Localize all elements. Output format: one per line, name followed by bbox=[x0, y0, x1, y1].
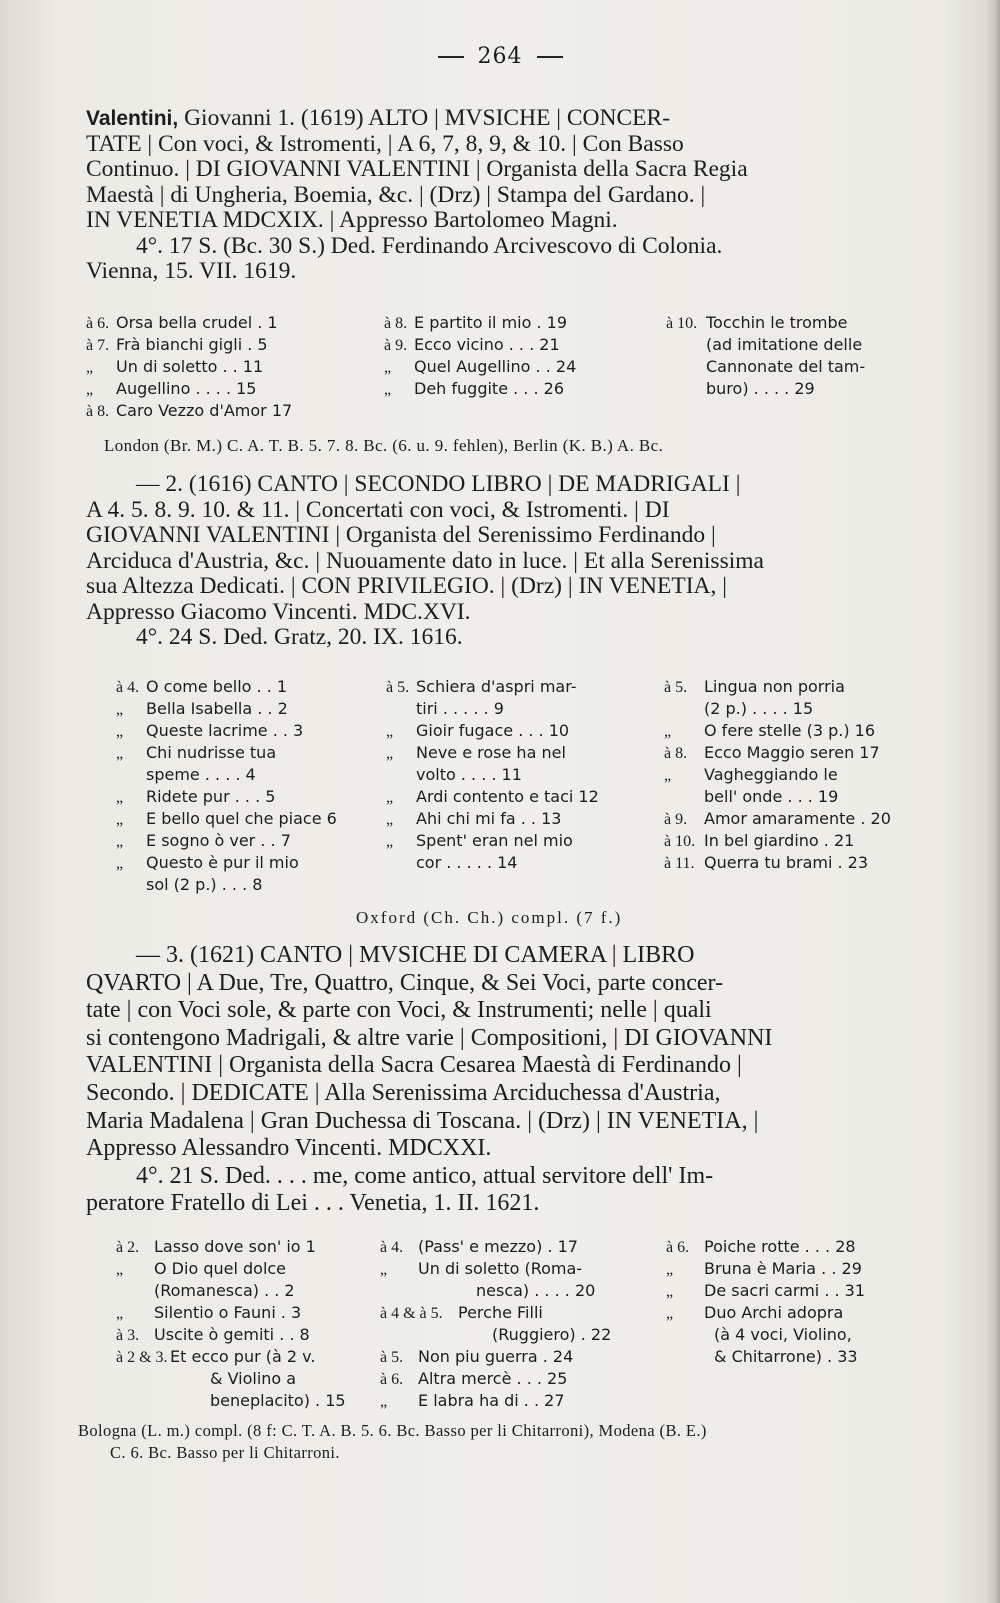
contents-item bbox=[86, 400, 292, 422]
voices-label: à 3. bbox=[116, 1327, 140, 1344]
contents-item bbox=[386, 786, 599, 808]
location-line: Bologna (L. m.) compl. (8 f: C. T. A. B. 5. 6. Bc. Basso per li Chitarroni), Modena (B. E.) bbox=[78, 1421, 707, 1440]
piece-title: Silentio o Fauni . 3 bbox=[154, 1303, 302, 1322]
contents-column bbox=[116, 676, 337, 896]
contents-item bbox=[664, 852, 891, 874]
entry-2-text bbox=[86, 472, 942, 651]
contents-item bbox=[116, 1390, 346, 1412]
voices-label: „ bbox=[386, 723, 394, 740]
piece-title: O fere stelle (3 p.) 16 bbox=[704, 721, 876, 740]
piece-title: Amor amaramente . 20 bbox=[704, 809, 891, 828]
contents-item bbox=[380, 1302, 611, 1324]
contents-item bbox=[380, 1236, 611, 1258]
entry-1-line-text: Giovanni 1. (1619) ALTO | MVSICHE | CONCER- bbox=[184, 105, 671, 131]
contents-item bbox=[380, 1280, 611, 1302]
piece-title: & Chitarrone) . 33 bbox=[714, 1347, 858, 1366]
piece-title: Cannonate del tam- bbox=[706, 357, 866, 376]
page-number: 264 bbox=[477, 44, 523, 69]
voices-label: „ bbox=[380, 1261, 388, 1278]
voices-label: à 6. bbox=[666, 1239, 690, 1256]
contents-item bbox=[116, 1280, 346, 1302]
piece-title: De sacri carmi . . 31 bbox=[704, 1281, 866, 1300]
contents-item bbox=[380, 1368, 611, 1390]
voices-label: à 11. bbox=[664, 855, 695, 872]
piece-title: Duo Archi adopra bbox=[704, 1303, 844, 1322]
contents-item bbox=[664, 720, 891, 742]
page-header bbox=[0, 44, 1000, 69]
contents-item bbox=[116, 720, 337, 742]
contents-item bbox=[386, 676, 599, 698]
contents-item bbox=[386, 830, 599, 852]
entry-2-location: Oxford (Ch. Ch.) compl. (7 f.) bbox=[356, 908, 623, 927]
contents-item bbox=[664, 742, 891, 764]
contents-item bbox=[386, 764, 599, 786]
location-line: C. 6. Bc. Basso per li Chitarroni. bbox=[110, 1443, 340, 1462]
voices-label: à 4. bbox=[380, 1239, 404, 1256]
entry-2-contents bbox=[86, 676, 942, 900]
voices-label: „ bbox=[384, 359, 392, 376]
piece-title: In bel giardino . 21 bbox=[704, 831, 855, 850]
piece-title: Quel Augellino . . 24 bbox=[414, 357, 577, 376]
entry-3-contents bbox=[86, 1236, 942, 1416]
piece-title: sol (2 p.) . . . 8 bbox=[146, 875, 263, 894]
voices-label: à 5. bbox=[664, 679, 688, 696]
contents-item bbox=[116, 830, 337, 852]
piece-title: Ecco Maggio seren 17 bbox=[704, 743, 880, 762]
contents-column bbox=[666, 1236, 865, 1368]
contents-item bbox=[664, 808, 891, 830]
piece-title: Uscite ò gemiti . . 8 bbox=[154, 1325, 310, 1344]
piece-title: O Dio quel dolce bbox=[154, 1259, 287, 1278]
contents-column bbox=[384, 312, 576, 400]
voices-label: „ bbox=[386, 789, 394, 806]
piece-title: (ad imitatione delle bbox=[706, 335, 863, 354]
contents-item bbox=[116, 1302, 346, 1324]
contents-item bbox=[116, 1324, 346, 1346]
voices-label: „ bbox=[666, 1305, 674, 1322]
voices-label: „ bbox=[666, 1283, 674, 1300]
piece-title: volto . . . . 11 bbox=[416, 765, 522, 784]
entry-1-line: Vienna, 15. VII. 1619. bbox=[86, 258, 297, 284]
piece-title: Augellino . . . . 15 bbox=[116, 379, 257, 398]
voices-label: „ bbox=[380, 1393, 388, 1410]
entry-3-line: peratore Fratello di Lei . . . Venetia, 1. II. 1621. bbox=[86, 1190, 540, 1217]
voices-label: „ bbox=[116, 833, 124, 850]
contents-item bbox=[664, 698, 891, 720]
entry-3-line: VALENTINI | Organista della Sacra Cesarea Maestà di Ferdinando | bbox=[86, 1052, 742, 1079]
contents-column bbox=[380, 1236, 611, 1412]
piece-title: Bruna è Maria . . 29 bbox=[704, 1259, 862, 1278]
voices-label: à 4. bbox=[116, 679, 140, 696]
header-dash-right bbox=[537, 56, 563, 58]
voices-label: à 4 & à 5. bbox=[380, 1305, 443, 1322]
contents-item bbox=[380, 1390, 611, 1412]
piece-title: Questo è pur il mio bbox=[146, 853, 299, 872]
entry-2-line: Arciduca d'Austria, &c. | Nuouamente dato in luce. | Et alla Serenissima bbox=[86, 547, 764, 574]
contents-item bbox=[666, 356, 865, 378]
contents-item bbox=[666, 1302, 865, 1324]
voices-label: „ bbox=[666, 1261, 674, 1278]
entry-2-line: — 2. (1616) CANTO | SECONDO LIBRO | DE MADRIGALI | bbox=[136, 471, 741, 497]
page-edge-shadow bbox=[986, 0, 1000, 1603]
contents-item bbox=[86, 378, 292, 400]
composer-name: Valentini, bbox=[86, 107, 179, 130]
entry-3-location bbox=[78, 1420, 958, 1464]
piece-title: (Pass' e mezzo) . 17 bbox=[418, 1237, 578, 1256]
piece-title: Ardi contento e taci 12 bbox=[416, 787, 599, 806]
contents-item bbox=[666, 334, 865, 356]
contents-item bbox=[664, 786, 891, 808]
voices-label: „ bbox=[116, 1305, 124, 1322]
contents-item bbox=[666, 378, 865, 400]
piece-title: Lingua non porria bbox=[704, 677, 845, 696]
piece-title: Et ecco pur (à 2 v. bbox=[170, 1347, 316, 1366]
piece-title: E sogno ò ver . . 7 bbox=[146, 831, 291, 850]
contents-column bbox=[664, 676, 891, 874]
piece-title: E partito il mio . 19 bbox=[414, 313, 568, 332]
entry-2-line: Appresso Giacomo Vincenti. MDC.XVI. bbox=[86, 598, 471, 625]
piece-title: Spent' eran nel mio bbox=[416, 831, 573, 850]
piece-title: Querra tu brami . 23 bbox=[704, 853, 869, 872]
contents-item bbox=[380, 1346, 611, 1368]
contents-column bbox=[86, 312, 292, 422]
entry-3-line: si contengono Madrigali, & altre varie | Compositioni, | DI GIOVANNI bbox=[86, 1024, 773, 1051]
piece-title: (Ruggiero) . 22 bbox=[492, 1325, 612, 1344]
piece-title: Lasso dove son' io 1 bbox=[154, 1237, 316, 1256]
contents-item bbox=[384, 334, 576, 356]
contents-item bbox=[116, 1258, 346, 1280]
piece-title: Ahi chi mi fa . . 13 bbox=[416, 809, 562, 828]
header-dash-left bbox=[438, 56, 464, 58]
contents-item bbox=[666, 1236, 865, 1258]
contents-item bbox=[86, 312, 292, 334]
voices-label: „ bbox=[664, 723, 672, 740]
contents-item bbox=[386, 808, 599, 830]
contents-item bbox=[664, 676, 891, 698]
piece-title: Frà bianchi gigli . 5 bbox=[116, 335, 268, 354]
piece-title: bell' onde . . . 19 bbox=[704, 787, 839, 806]
voices-label: à 5. bbox=[380, 1349, 404, 1366]
contents-item bbox=[86, 334, 292, 356]
piece-title: Perche Filli bbox=[458, 1303, 543, 1322]
contents-item bbox=[116, 786, 337, 808]
entry-3-line: tate | con Voci sole, & parte con Voci, & Instrumenti; nelle | quali bbox=[86, 997, 712, 1024]
piece-title: Non piu guerra . 24 bbox=[418, 1347, 574, 1366]
entry-1-line: IN VENETIA MDCXIX. | Appresso Bartolomeo Magni. bbox=[86, 207, 618, 233]
entry-3-line: QVARTO | A Due, Tre, Quattro, Cinque, & Sei Voci, parte concer- bbox=[86, 969, 724, 996]
entry-1-contents bbox=[86, 312, 942, 422]
voices-label: „ bbox=[384, 381, 392, 398]
entry-3-line: Maria Madalena | Gran Duchessa di Toscana. | (Drz) | IN VENETIA, | bbox=[86, 1107, 759, 1134]
voices-label: à 2 & 3. bbox=[116, 1349, 168, 1366]
contents-item bbox=[380, 1258, 611, 1280]
piece-title: O come bello . . 1 bbox=[146, 677, 288, 696]
piece-title: tiri . . . . . 9 bbox=[416, 699, 504, 718]
piece-title: Vagheggiando le bbox=[704, 765, 838, 784]
piece-title: Bella Isabella . . 2 bbox=[146, 699, 288, 718]
piece-title: Neve e rose ha nel bbox=[416, 743, 566, 762]
entry-3-line: Secondo. | DEDICATE | Alla Serenissima Arciduchessa d'Austria, bbox=[86, 1079, 721, 1106]
piece-title: Schiera d'aspri mar- bbox=[416, 677, 577, 696]
piece-title: Ecco vicino . . . 21 bbox=[414, 335, 560, 354]
contents-item bbox=[386, 720, 599, 742]
contents-column bbox=[386, 676, 599, 874]
contents-item bbox=[116, 1368, 346, 1390]
contents-item bbox=[380, 1324, 611, 1346]
entry-2-line: GIOVANNI VALENTINI | Organista del Serenissimo Ferdinando | bbox=[86, 522, 716, 548]
voices-label: „ bbox=[664, 767, 672, 784]
piece-title: & Violino a bbox=[210, 1369, 297, 1388]
piece-title: Caro Vezzo d'Amor 17 bbox=[116, 401, 293, 420]
voices-label: à 2. bbox=[116, 1239, 140, 1256]
entry-1-line: Maestà | di Ungheria, Boemia, &c. | (Drz) | Stampa del Gardano. | bbox=[86, 181, 706, 208]
contents-item bbox=[386, 742, 599, 764]
contents-item bbox=[116, 1236, 346, 1258]
contents-column bbox=[116, 1236, 346, 1412]
voices-label: à 9. bbox=[664, 811, 688, 828]
entry-1-line: TATE | Con voci, & Istromenti, | A 6, 7, 8, 9, & 10. | Con Basso bbox=[86, 130, 684, 157]
piece-title: Altra mercè . . . 25 bbox=[418, 1369, 568, 1388]
voices-label: „ bbox=[116, 789, 124, 806]
contents-item bbox=[386, 698, 599, 720]
voices-label: à 8. bbox=[86, 403, 110, 420]
voices-label: „ bbox=[86, 359, 94, 376]
entry-1-line: 4°. 17 S. (Bc. 30 S.) Ded. Ferdinando Arcivescovo di Colonia. bbox=[136, 232, 723, 259]
piece-title: Un di soletto . . 11 bbox=[116, 357, 264, 376]
contents-item bbox=[116, 852, 337, 874]
piece-title: Queste lacrime . . 3 bbox=[146, 721, 304, 740]
contents-item bbox=[116, 808, 337, 830]
voices-label: à 5. bbox=[386, 679, 410, 696]
contents-item bbox=[86, 356, 292, 378]
piece-title: speme . . . . 4 bbox=[146, 765, 256, 784]
piece-title: (2 p.) . . . . 15 bbox=[704, 699, 814, 718]
entry-2-line: A 4. 5. 8. 9. 10. & 11. | Concertati con voci, & Istromenti. | DI bbox=[86, 496, 670, 523]
piece-title: Tocchin le trombe bbox=[706, 313, 848, 332]
piece-title: nesca) . . . . 20 bbox=[476, 1281, 596, 1300]
contents-column bbox=[666, 312, 865, 400]
voices-label: „ bbox=[86, 381, 94, 398]
piece-title: Poiche rotte . . . 28 bbox=[704, 1237, 856, 1256]
piece-title: Deh fuggite . . . 26 bbox=[414, 379, 564, 398]
piece-title: Un di soletto (Roma- bbox=[418, 1259, 583, 1278]
contents-item bbox=[666, 1280, 865, 1302]
contents-item bbox=[664, 764, 891, 786]
piece-title: Gioir fugace . . . 10 bbox=[416, 721, 570, 740]
contents-item bbox=[384, 312, 576, 334]
piece-title: Orsa bella crudel . 1 bbox=[116, 313, 278, 332]
contents-item bbox=[666, 1346, 865, 1368]
contents-item bbox=[116, 874, 337, 896]
voices-label: à 7. bbox=[86, 337, 110, 354]
piece-title: Chi nudrisse tua bbox=[146, 743, 277, 762]
entry-3-line: — 3. (1621) CANTO | MVSICHE DI CAMERA | LIBRO bbox=[136, 942, 695, 968]
voices-label: „ bbox=[386, 745, 394, 762]
piece-title: beneplacito) . 15 bbox=[210, 1391, 346, 1410]
voices-label: „ bbox=[116, 701, 124, 718]
voices-label: à 10. bbox=[666, 315, 698, 332]
voices-label: „ bbox=[116, 811, 124, 828]
piece-title: Ridete pur . . . 5 bbox=[146, 787, 276, 806]
voices-label: „ bbox=[386, 833, 394, 850]
contents-item bbox=[386, 852, 599, 874]
entry-1-line bbox=[86, 106, 942, 132]
piece-title: cor . . . . . 14 bbox=[416, 853, 518, 872]
voices-label: „ bbox=[116, 855, 124, 872]
entry-3-text bbox=[86, 942, 942, 1218]
contents-item bbox=[666, 312, 865, 334]
contents-item bbox=[116, 698, 337, 720]
piece-title: E labra ha di . . 27 bbox=[418, 1391, 565, 1410]
contents-item bbox=[116, 764, 337, 786]
voices-label: „ bbox=[116, 723, 124, 740]
contents-item bbox=[384, 356, 576, 378]
entry-1-line: Continuo. | DI GIOVANNI VALENTINI | Organista della Sacra Regia bbox=[86, 156, 748, 182]
entry-2-line: sua Altezza Dedicati. | CON PRIVILEGIO. | (Drz) | IN VENETIA, | bbox=[86, 573, 727, 599]
piece-title: (Romanesca) . . 2 bbox=[154, 1281, 295, 1300]
voices-label: „ bbox=[116, 745, 124, 762]
contents-item bbox=[666, 1258, 865, 1280]
voices-label: à 9. bbox=[384, 337, 408, 354]
entry-3-line: 4°. 21 S. Ded. . . . me, come antico, attual servitore dell' Im- bbox=[136, 1162, 714, 1189]
voices-label: à 8. bbox=[384, 315, 408, 332]
contents-item bbox=[116, 742, 337, 764]
entry-2-line: 4°. 24 S. Ded. Gratz, 20. IX. 1616. bbox=[136, 624, 463, 650]
entry-3-line: Appresso Alessandro Vincenti. MDCXXI. bbox=[86, 1135, 492, 1162]
voices-label: à 10. bbox=[664, 833, 696, 850]
voices-label: à 6. bbox=[380, 1371, 404, 1388]
entry-1-text bbox=[86, 106, 942, 285]
contents-item bbox=[116, 1346, 346, 1368]
contents-item bbox=[116, 676, 337, 698]
piece-title: E bello quel che piace 6 bbox=[146, 809, 337, 828]
entry-1-location: London (Br. M.) C. A. T. B. 5. 7. 8. Bc. (6. u. 9. fehlen), Berlin (K. B.) A. Bc. bbox=[104, 436, 664, 455]
contents-item bbox=[666, 1324, 865, 1346]
contents-item bbox=[384, 378, 576, 400]
voices-label: à 6. bbox=[86, 315, 110, 332]
piece-title: (à 4 voci, Violino, bbox=[714, 1325, 852, 1344]
piece-title: buro) . . . . 29 bbox=[706, 379, 815, 398]
voices-label: „ bbox=[386, 811, 394, 828]
voices-label: „ bbox=[116, 1261, 124, 1278]
contents-item bbox=[664, 830, 891, 852]
voices-label: à 8. bbox=[664, 745, 688, 762]
